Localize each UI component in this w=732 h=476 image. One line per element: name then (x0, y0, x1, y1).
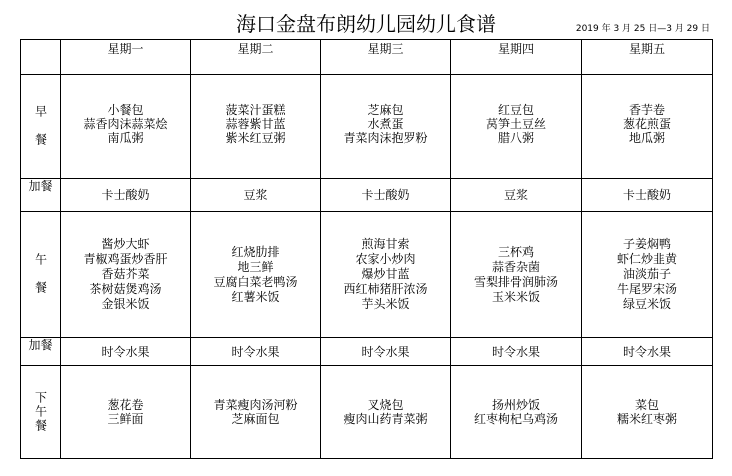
meal-row (21, 179, 713, 212)
meal-label: 午餐 (33, 253, 48, 309)
menu-cell-tuesday (191, 366, 321, 459)
menu-cell-monday (61, 212, 191, 338)
menu-cell-friday (582, 212, 713, 338)
meal-label-cell (21, 75, 61, 179)
dish-name: 煎海甘索 (361, 237, 410, 251)
dish-name: 紫米红豆粥 (225, 130, 286, 145)
menu-cell-wednesday (321, 366, 451, 459)
dish-name: 红薯米饭 (231, 289, 280, 304)
meal-label: 早餐 (33, 105, 48, 161)
dish-name: 小餐包 (107, 102, 144, 117)
day-header-wednesday: 星期三 (321, 40, 451, 75)
menu-cell-tuesday (191, 179, 321, 212)
menu-cell-thursday (451, 212, 582, 338)
dish-name: 红烧肋排 (231, 244, 280, 259)
dish-name: 地瓜粥 (628, 130, 665, 145)
dish-name: 青菜瘦肉汤河粉 (213, 398, 298, 412)
dish-name: 红枣枸杞乌鸡汤 (473, 412, 558, 426)
date-range: 2019 年 3 月 25 日—3 月 29 日 (575, 24, 710, 34)
dish-name: 三杯鸡 (497, 244, 534, 259)
dish-name: 菠菜汁蛋糕 (225, 102, 286, 117)
dish-name: 子姜焖鸭 (622, 237, 671, 251)
menu-cell-friday (582, 366, 713, 459)
corner-cell (21, 40, 61, 75)
menu-cell-thursday (451, 179, 582, 212)
meal-label: 下午餐 (33, 390, 48, 433)
dish-name: 香芋卷 (628, 102, 665, 117)
dish-name: 油淡茄子 (622, 267, 671, 281)
menu-table (20, 39, 713, 459)
menu-cell-friday (582, 179, 713, 212)
dish-name: 豆腐白菜老鸭汤 (213, 274, 298, 289)
meal-label-cell (21, 338, 61, 366)
dish-name: 青菜肉沫抱罗粉 (343, 130, 428, 145)
menu-cell-monday (61, 366, 191, 459)
dish-name: 酱炒大虾 (101, 237, 150, 251)
dish-name: 绿豆米饭 (622, 297, 671, 311)
day-header-friday: 星期五 (582, 40, 713, 75)
menu-cell-monday (61, 179, 191, 212)
dish-name: 虾仁炒韭黄 (616, 252, 677, 266)
dish-name: 玉米米饭 (491, 289, 540, 304)
menu-cell-tuesday (191, 212, 321, 338)
dish-name: 豆浆 (243, 188, 268, 202)
dish-name: 菜包 (634, 398, 659, 412)
dish-name: 时令水果 (231, 344, 280, 359)
dish-name: 卡士酸奶 (622, 188, 671, 202)
dish-name: 莴笋土豆丝 (485, 116, 546, 131)
meal-label: 加餐 (28, 338, 53, 352)
dish-name: 蒜香肉沫蒜菜烩 (83, 116, 168, 131)
dish-name: 时令水果 (101, 344, 150, 359)
menu-cell-friday (582, 338, 713, 366)
meal-row (21, 338, 713, 366)
dish-name: 时令水果 (491, 344, 540, 359)
meal-label-cell (21, 366, 61, 459)
menu-cell-tuesday (191, 75, 321, 179)
dish-name: 香菇芥菜 (101, 267, 150, 281)
day-header-thursday: 星期四 (451, 40, 582, 75)
dish-name: 卡士酸奶 (101, 188, 150, 202)
dish-name: 扬州炒饭 (491, 398, 540, 412)
menu-cell-wednesday (321, 338, 451, 366)
menu-cell-wednesday (321, 75, 451, 179)
dish-name: 红豆包 (497, 102, 534, 117)
menu-cell-tuesday (191, 338, 321, 366)
dish-name: 时令水果 (622, 344, 671, 359)
menu-cell-thursday (451, 75, 582, 179)
meal-label: 加餐 (28, 179, 53, 193)
dish-name: 糯米红枣粥 (616, 412, 677, 426)
day-header-row (21, 40, 713, 75)
meal-label-cell (21, 212, 61, 338)
dish-name: 西红柿猪肝浓汤 (343, 282, 428, 296)
meal-label-cell (21, 179, 61, 212)
menu-cell-thursday (451, 338, 582, 366)
dish-name: 腊八粥 (497, 130, 534, 145)
dish-name: 茶树菇煲鸡汤 (89, 282, 162, 296)
menu-cell-monday (61, 338, 191, 366)
menu-cell-thursday (451, 366, 582, 459)
menu-cell-monday (61, 75, 191, 179)
dish-name: 牛尾罗宋汤 (616, 282, 677, 296)
page-title: 海口金盘布朗幼儿园幼儿食谱 (236, 12, 496, 36)
dish-name: 芋头米饭 (361, 297, 410, 311)
dish-name: 卡士酸奶 (361, 188, 410, 202)
dish-name: 葱花卷 (107, 398, 144, 412)
dish-name: 豆浆 (503, 188, 528, 202)
menu-cell-friday (582, 75, 713, 179)
dish-name: 金银米饭 (101, 297, 150, 311)
dish-name: 芝麻面包 (231, 412, 280, 426)
dish-name: 芝麻包 (367, 102, 404, 117)
dish-name: 蒜香杂菌 (491, 259, 540, 274)
dish-name: 葱花煎蛋 (622, 116, 671, 131)
dish-name: 叉烧包 (367, 398, 404, 412)
day-header-tuesday: 星期二 (191, 40, 321, 75)
dish-name: 蒜蓉紫甘蓝 (225, 116, 286, 131)
dish-name: 南瓜粥 (107, 130, 144, 145)
dish-name: 瘦肉山药青菜粥 (343, 412, 428, 426)
dish-name: 爆炒甘蓝 (361, 267, 410, 281)
dish-name: 雪梨排骨润肺汤 (473, 274, 558, 289)
dish-name: 水煮蛋 (367, 116, 404, 131)
meal-row (21, 75, 713, 179)
menu-body (21, 75, 713, 459)
dish-name: 三鲜面 (107, 412, 144, 426)
dish-name: 青椒鸡蛋炒香肝 (83, 252, 168, 266)
meal-row (21, 212, 713, 338)
menu-cell-wednesday (321, 212, 451, 338)
meal-row (21, 366, 713, 459)
dish-name: 农家小炒肉 (355, 252, 416, 266)
menu-cell-wednesday (321, 179, 451, 212)
dish-name: 地三鲜 (237, 259, 274, 274)
day-header-monday: 星期一 (61, 40, 191, 75)
dish-name: 时令水果 (361, 344, 410, 359)
